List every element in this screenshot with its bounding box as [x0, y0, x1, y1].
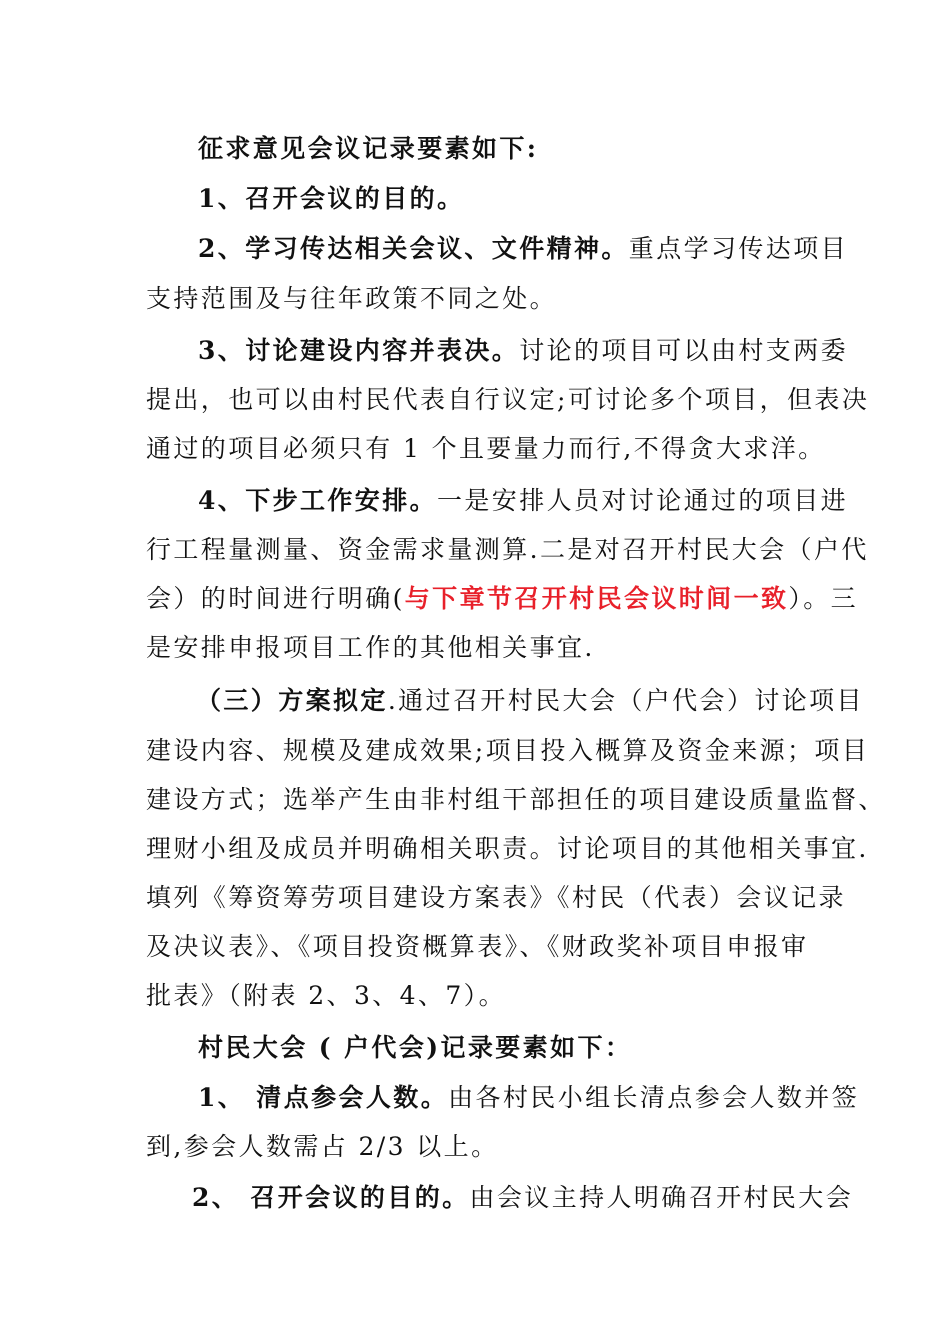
section-3-line-5: 填列《筹资筹劳项目建设方案表》《村民（代表）会议记录: [146, 883, 846, 912]
section-3-text: .通过召开村民大会（户代会）讨论项目: [387, 686, 864, 715]
item-4-line-1: [198, 484, 878, 518]
item-3-line-2: 提出，也可以由村民代表自行议定;可讨论多个项目，但表决: [146, 385, 870, 414]
highlighted-note: 与下章节召开村民会议时间一致: [404, 584, 789, 613]
section-3-line-1: [196, 684, 876, 718]
village-item-2-line-1: [192, 1181, 872, 1215]
village-item-2-title: 2、 召开会议的目的。: [192, 1183, 470, 1212]
item-2-line-1: [198, 232, 878, 266]
village-item-1-title: 1、 清点参会人数。: [198, 1083, 449, 1112]
item-3-line-3: 通过的项目必须只有 1 个且要量力而行,不得贪大求洋。: [146, 434, 826, 463]
section-3-line-6: 及决议表》、《项目投资概算表》、《财政奖补项目申报审: [146, 932, 809, 961]
item-4-text-part-2: ）。三: [788, 584, 859, 613]
item-4-text-part-1: 会）的时间进行明确(: [146, 584, 405, 613]
item-2-text: 重点学习传达项目: [628, 234, 848, 263]
item-4-line-4: 是安排申报项目工作的其他相关事宜.: [146, 633, 595, 662]
item-3-line-1: [198, 334, 878, 368]
village-item-1-line-2: 到,参会人数需占 2/3 以上。: [146, 1132, 499, 1161]
item-4-text: 一是安排人员对讨论通过的项目进: [437, 486, 849, 515]
item-4-line-3: [146, 582, 859, 616]
village-item-1-text: 由各村民小组长清点参会人数并签: [448, 1083, 860, 1112]
item-2-title: 2、学习传达相关会议、文件精神。: [198, 234, 629, 263]
meeting-record-heading: 征求意见会议记录要素如下:: [198, 134, 539, 163]
section-3-line-7: 批表》（附表 2、3、4、7）。: [146, 981, 506, 1010]
section-3-title: （三）方案拟定: [196, 686, 388, 715]
item-2-line-2: 支持范围及与往年政策不同之处。: [146, 284, 558, 313]
section-3-line-4: 理财小组及成员并明确相关职责。讨论项目的其他相关事宜.: [146, 834, 869, 863]
village-item-1-line-1: [198, 1081, 878, 1115]
village-meeting-heading: 村民大会 ( 户代会)记录要素如下：: [198, 1033, 633, 1062]
item-4-title: 4、下步工作安排。: [198, 486, 437, 515]
village-item-2-text: 由会议主持人明确召开村民大会: [469, 1183, 854, 1212]
item-4-line-2: 行工程量测量、资金需求量测算.二是对召开村民大会（户代: [146, 535, 869, 564]
item-3-text: 讨论的项目可以由村支两委: [519, 336, 849, 365]
section-3-line-2: 建设内容、规模及建成效果;项目投入概算及资金来源；项目: [146, 736, 870, 765]
section-3-line-3: 建设方式；选举产生由非村组干部担任的项目建设质量监督、: [146, 785, 886, 814]
item-1-title: 1、召开会议的目的。: [198, 184, 465, 213]
item-3-title: 3、讨论建设内容并表决。: [198, 336, 520, 365]
